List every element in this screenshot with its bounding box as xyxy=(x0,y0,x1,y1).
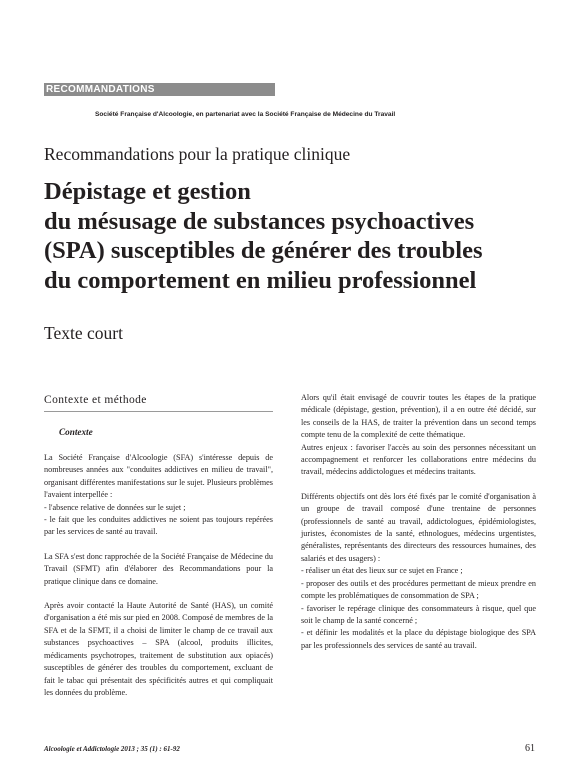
journal-citation: Alcoologie et Addictologie 2013 ; 35 (1) : 61-92 xyxy=(44,745,180,753)
article-subtitle: Texte court xyxy=(44,323,123,343)
paragraph: Différents objectifs ont dès lors été fixés par le comité d'organisation à un groupe de travail composé d'une trentaine de personnes (professionnels de santé au travail, addictologues, épidémiologistes, juristes, économistes de la santé, ethnologues, médecins urgentistes, généralistes, représentants des directeurs des ressources humaines, des salariés et des usagers) : xyxy=(301,491,536,563)
subsection-heading: Contexte xyxy=(59,427,93,437)
section-banner xyxy=(44,83,275,96)
society-line: Société Française d'Alcoologie, en partenariat avec la Société Française de Médecine du Travail xyxy=(95,111,396,118)
bullet-item: - réaliser un état des lieux sur ce sujet en France ; xyxy=(301,566,463,576)
bullet-item: - l'absence relative de données sur le sujet ; xyxy=(44,502,186,512)
title-line: du mésusage de substances psychoactives xyxy=(44,207,475,235)
page-number: 61 xyxy=(525,743,535,754)
left-column xyxy=(44,394,273,699)
bullet-item: - proposer des outils et des procédures permettant de mieux prendre en compte les problématiques de consommation de SPA ; xyxy=(301,578,536,601)
paragraph: La Société Française d'Alcoologie (SFA) s'intéresse depuis de nombreuses années aux "conduites addictives en milieu de travail", organisant différentes manifestations sur le sujet. Plusieurs problèmes l'avaient interpellée : xyxy=(44,453,273,500)
title-line: du comportement en milieu professionnel xyxy=(44,266,477,294)
title-line: (SPA) susceptibles de générer des troubles xyxy=(44,237,483,264)
article-title xyxy=(44,177,483,295)
paragraph: La SFA s'est donc rapprochée de la Société Française de Médecine du Travail (SFMT) afin d'élaborer des Recommandations pour la pratique clinique dans ce domaine. xyxy=(44,551,273,586)
bullet-item: - le fait que les conduites addictives ne soient pas toujours repérées par les services de santé au travail. xyxy=(44,515,273,537)
paragraph: Autres enjeux : favoriser l'accès au soin des personnes nécessitant un accompagnement et renforcer les collaborations entre médecins du travail, médecins addictologues et médecins traitants. xyxy=(301,442,536,477)
recommendation-label: Recommandations pour la pratique clinique xyxy=(44,144,351,164)
paragraph: Alors qu'il était envisagé de couvrir toutes les étapes de la pratique médicale (dépistage, gestion, prévention), il a en outre été décidé, sur les conseils de la HAS, de traiter la prévention dans un second temps compte tenu de la complexité de cette thématique. xyxy=(301,393,536,440)
section-heading: Contexte et méthode xyxy=(44,394,273,412)
bullet-item: - et définir les modalités et la place du dépistage biologique des SPA par les professionnels des services de santé au travail. xyxy=(301,628,536,650)
title-line: Dépistage et gestion xyxy=(44,178,251,205)
bullet-item: - favoriser le repérage clinique des consommateurs à risque, quel que soit le champ de la santé concerné ; xyxy=(301,603,536,625)
paragraph: Après avoir contacté la Haute Autorité de Santé (HAS), un comité d'organisation a été mis sur pied en 2008. Composé de membres de la SFA et de la SFMT, il a choisi de limiter le champ de ce travail aux substances psychoactives – SPA (alcool, produits illicites, médicaments psychotropes, traitement de substitution aux opiacés) susceptibles de générer des troubles du comportement, excluant de fait le tabac qui présentait des spécificités autres et qui compliquait les données du problème. xyxy=(44,601,273,697)
banner-label: RECOMMANDATIONS xyxy=(46,84,155,95)
right-column xyxy=(301,392,536,652)
